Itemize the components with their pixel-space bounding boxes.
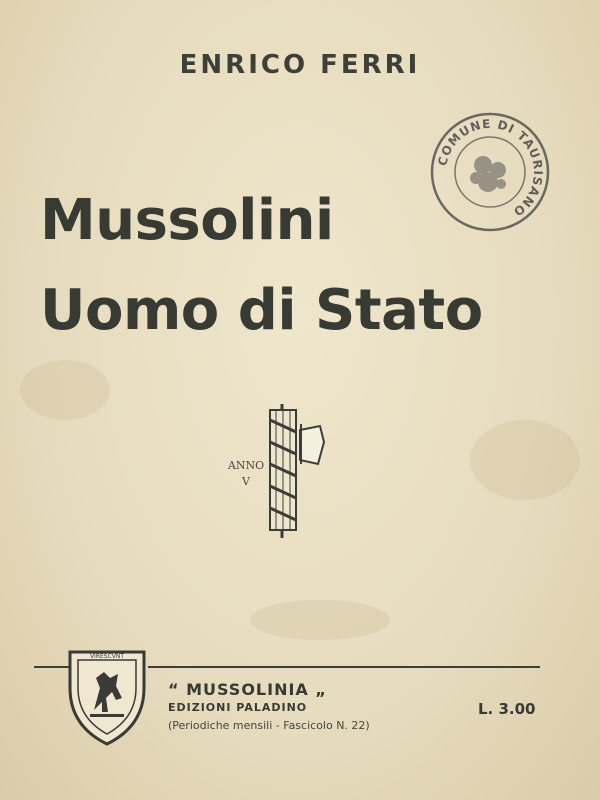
fasces-icon: [262, 402, 328, 542]
series-info: (Periodiche mensili - Fascicolo N. 22): [168, 719, 370, 732]
publisher-name: “ MUSSOLINIA „: [168, 680, 327, 699]
anno-word: ANNO: [227, 459, 265, 472]
publisher-crest: [66, 648, 148, 746]
stamp-text: COMUNE DI TAURISANO: [435, 116, 546, 220]
municipal-stamp: [428, 110, 552, 234]
anno-label: [226, 458, 266, 490]
paper-stain: [20, 360, 110, 420]
title-line-2: Uomo di Stato: [40, 278, 483, 343]
divider-rule: [148, 666, 540, 668]
author-name: ENRICO FERRI: [179, 50, 421, 80]
anno-numeral: V: [242, 475, 250, 488]
divider-rule: [34, 666, 70, 668]
price-label: L. 3.00: [478, 700, 536, 718]
paper-stain: [470, 420, 580, 500]
svg-text:VIRESCVNT: VIRESCVNT: [89, 653, 125, 660]
publisher-house: EDIZIONI PALADINO: [168, 701, 308, 714]
publisher-block: [168, 680, 370, 732]
paper-stain: [250, 600, 390, 640]
title-line-1: Mussolini: [40, 188, 334, 253]
